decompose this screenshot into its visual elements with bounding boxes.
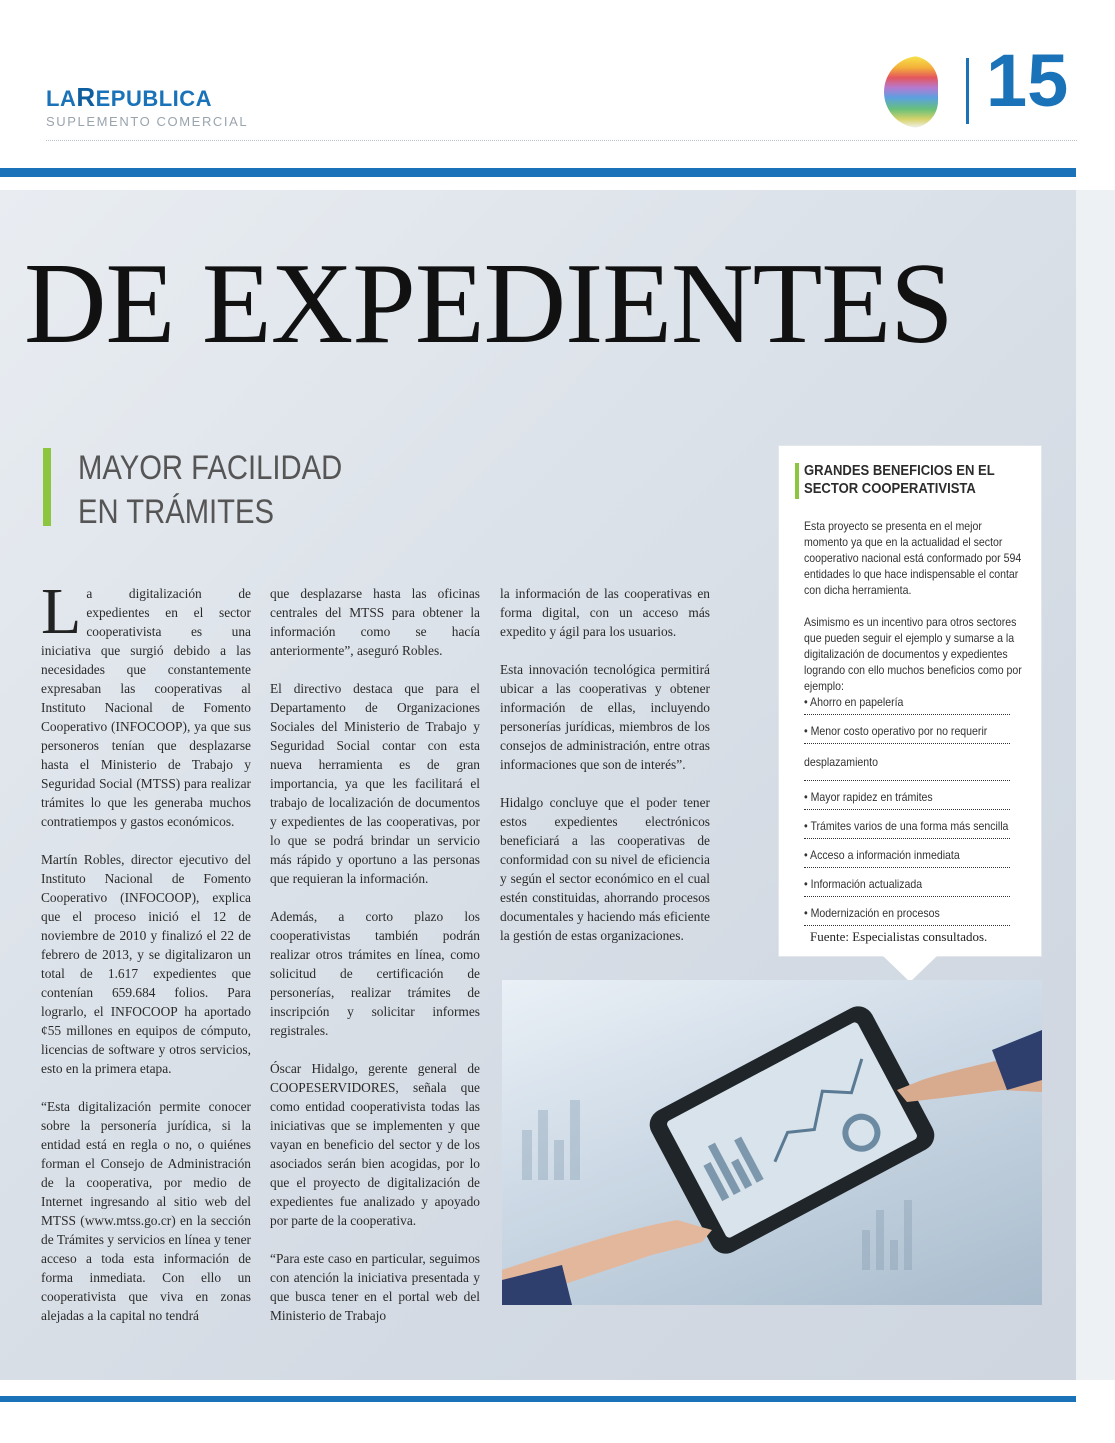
list-item-text: • Información actualizada [804, 877, 923, 891]
list-item-text: • Menor costo operativo por no requerir [804, 724, 988, 738]
tablet-photo-illustration [502, 980, 1042, 1305]
subtitle-accent-bar [43, 448, 51, 526]
list-item-text: • Mayor rapidez en trámites [804, 790, 933, 804]
page-header [0, 0, 1115, 165]
tablet-photo [502, 980, 1042, 1305]
benefits-sidebox [779, 446, 1041, 956]
list-item-text: • Modernización en procesos [804, 906, 940, 920]
paragraph: la información de las cooperativas en forma digital, con un acceso más expedito y ágil para los usuarios. [500, 586, 710, 639]
page-number-divider [966, 58, 969, 124]
list-item-text: desplazamiento [804, 755, 878, 769]
paragraph-text: a digitalización de expedientes en el sector cooperativista es una iniciativa que surgió debido a las necesidades que constantemente expresaban las cooperativas al Instituto Nacional de Fomento Cooperativo (INFOCOOP), ya que sus personeros tenían que desplazarse hasta el Ministerio de Trabajo y Seguridad Social (MTSS) para realizar trámites lo que les generaba muchos contratiempos y gastos económicos. [41, 586, 251, 829]
article-column-1 [41, 575, 251, 1344]
paragraph: Además, a corto plazo los cooperativistas también podrán realizar otros trámites en línea, como solicitud de certificación de personerías, realizar trámites de inscripción y solicitar informes registrales. [270, 909, 480, 1038]
list-item-text: • Trámites varios de una forma más sencilla [804, 819, 1009, 833]
paragraph: Esta innovación tecnológica permitirá ubicar a las cooperativas y obtener información de ellas, incluyendo personerías jurídicas, miembros de los consejos de administración, entre otras informaciones que son de interés”. [500, 662, 710, 772]
rainbow-globe-icon [884, 56, 956, 128]
list-item [804, 744, 1010, 781]
drop-cap: L [41, 575, 82, 648]
sidebox-paragraph-2: Asimismo es un incentivo para otros sectores que pueden seguir el ejemplo y sumarse a la digitalización de documentos y expedientes logrando con ello muchos beneficios como por ejemplo: [804, 615, 1022, 693]
benefits-list [804, 686, 1010, 926]
right-margin-strip [1076, 190, 1115, 1380]
list-item [804, 839, 1010, 868]
logo-r: R [76, 82, 96, 112]
list-item-text: • Acceso a información inmediata [804, 848, 960, 862]
paragraph: Hidalgo concluye que el poder tener estos expedientes electrónicos beneficiará a las cooperativas de conformidad con su nivel de eficiencia y según el sector económico en el cual estén constituidas, ahorrando procesos documentales y haciendo más eficiente la gestión de estas organizaciones. [500, 795, 710, 943]
sidebox-accent-bar [795, 463, 799, 499]
bottom-blue-rule [0, 1396, 1076, 1402]
la-republica-logo [46, 82, 212, 113]
list-item [804, 868, 1010, 897]
sidebox-title: GRANDES BENEFICIOS EN EL SECTOR COOPERATIVISTA [804, 463, 995, 497]
article-column-3 [500, 584, 710, 964]
paragraph [41, 575, 251, 831]
list-item [804, 810, 1010, 839]
paragraph: El directivo destaca que para el Departamento de Organizaciones Sociales del Ministerio de Trabajo y Seguridad Social contar con esta nueva herramienta es de gran importancia, ya que les facilitará el trabajo de localización de documentos y expedientes de las cooperativas, por lo que se podrá brindar un servicio más rápido y oportuno a las personas que requieran la información. [270, 681, 480, 886]
paragraph: que desplazarse hasta las oficinas centrales del MTSS para obtener la información como se hacía anteriormente”, aseguró Robles. [270, 586, 480, 658]
sidebox-source: Fuente: Especialistas consultados. [810, 929, 988, 944]
article-title: DE EXPEDIENTES [24, 240, 953, 368]
sidebox-paragraph-1: Esta proyecto se presenta en el mejor momento ya que en la actualidad el sector cooperativo nacional está conformado por 594 entidades lo que hace indispensable el contar con dicha herramienta. [804, 519, 1022, 597]
paragraph: Martín Robles, director ejecutivo del Instituto Nacional de Fomento Cooperativo (INFOCOOP), explica que el proceso inició el 12 de noviembre de 2010 y finalizó el 22 de febrero de 2013, y se digitalizaron un total de 1.617 expedientes que contenían 659.684 folios. Para lograrlo, el INFOCOOP ha aportado ¢55 millones en equipos de cómputo, licencias de software y otros servicios, esto en la primera etapa. [41, 852, 251, 1076]
paragraph: Óscar Hidalgo, gerente general de COOPESERVIDORES, señala que como entidad cooperativista todas las iniciativas que se implementen y que vayan en beneficio del sector y de los asociados serán bien acogidas, por lo que el proyecto de digitalización de expedientes fue analizado y apoyado por parte de la cooperativa. [270, 1061, 480, 1228]
list-item [804, 781, 1010, 810]
supplement-label: SUPLEMENTO COMERCIAL [46, 114, 249, 129]
article-column-2 [270, 584, 480, 1344]
header-divider [46, 140, 1077, 141]
top-blue-rule [0, 168, 1076, 177]
logo-rest: EPUBLICA [95, 86, 213, 111]
subtitle-line-2: EN TRÁMITES [78, 493, 275, 531]
page-number: 15 [986, 39, 1069, 122]
list-item-text: • Ahorro en papelería [804, 695, 904, 709]
paragraph: “Esta digitalización permite conocer sobre la personería jurídica, si la entidad está en regla o no, o quiénes forman el Consejo de Administración de la cooperativa, por medio de Internet ingresando al sitio web del MTSS (www.mtss.go.cr) en la sección de Trámites y servicios en línea y tener acceso a toda esta información de forma inmediata. Con ello un cooperativista que viva en zonas alejadas a la capital no tendrá [41, 1099, 251, 1323]
list-item [804, 715, 1010, 744]
paragraph: “Para este caso en particular, seguimos con atención la iniciativa presentada y que busca tener en el portal web del Ministerio de Trabajo [270, 1251, 480, 1323]
logo-la: LA [46, 86, 77, 111]
article-subtitle [78, 446, 342, 534]
list-item [804, 686, 1010, 715]
subtitle-line-1: MAYOR FACILIDAD [78, 449, 343, 487]
list-item [804, 897, 1010, 926]
